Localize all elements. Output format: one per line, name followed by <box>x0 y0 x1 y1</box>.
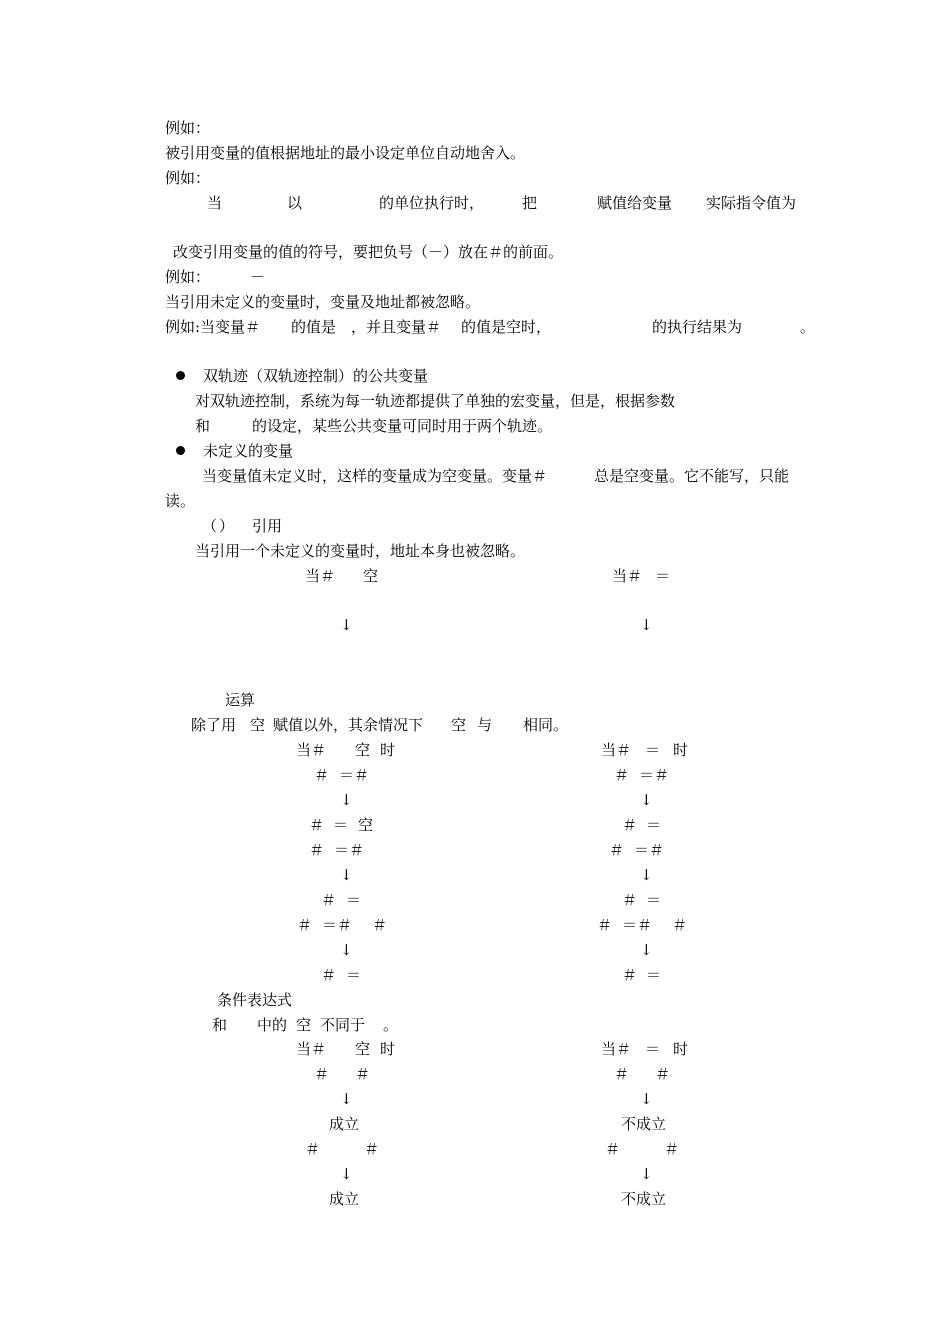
cond-right-row: ＃ <box>614 1065 630 1083</box>
ops-left-row: ＝＃ <box>322 916 353 934</box>
example-label: 例如： <box>165 119 211 137</box>
text-fragment: 中的 <box>257 1016 288 1034</box>
text-fragment: 总是空变量。它不能写，只能 <box>594 467 790 485</box>
ops-left-row: ＃ <box>321 891 337 909</box>
cond-left-head: 空 <box>355 1040 371 1058</box>
subsection-heading: 运算 <box>225 691 256 709</box>
subsection-heading: 条件表达式 <box>217 991 293 1009</box>
text-fragment: 赋值以外，其余情况下 <box>273 716 424 734</box>
ops-right-row: ＝ <box>646 891 662 909</box>
ops-right-row: ＃ <box>609 841 625 859</box>
text-fragment: 把 <box>522 194 538 212</box>
ops-right-row: ＝＃ <box>639 766 670 784</box>
ops-left-row: ＝ <box>333 816 349 834</box>
ops-right-head: ＝ <box>645 741 661 759</box>
text-fragment: 读。 <box>165 492 196 510</box>
cond-right-row: ＃ <box>655 1065 671 1083</box>
cond-right-head: 时 <box>673 1040 689 1058</box>
ops-right-row: ＃ <box>622 891 638 909</box>
text-fragment: 当 <box>207 194 223 212</box>
ops-left-row: ＃ <box>314 766 330 784</box>
arrow-down-icon: ↓ <box>340 1090 353 1108</box>
ref-left-cond: 当＃ <box>305 567 336 585</box>
arrow-down-icon: ↓ <box>340 791 353 809</box>
cond-left-head: 时 <box>380 1040 396 1058</box>
text-fragment: － <box>250 268 266 286</box>
text-fragment: 。 <box>383 1016 399 1034</box>
cond-left-row: ＃ <box>355 1065 371 1083</box>
text-fragment: ，并且变量＃ <box>351 318 442 336</box>
ops-left-head: 时 <box>380 741 396 759</box>
text-fragment: 当变量值未定义时，这样的变量成为空变量。变量＃ <box>202 467 548 485</box>
arrow-down-icon: ↓ <box>640 866 653 884</box>
ops-right-row: ＝＃ <box>622 916 653 934</box>
cond-left-row: ＃ <box>314 1065 330 1083</box>
ops-right-row: ＃ <box>614 766 630 784</box>
paragraph-sign: 改变引用变量的值的符号，要把负号（－）放在＃的前面。 <box>173 243 564 261</box>
ops-left-row: ＝＃ <box>339 766 370 784</box>
bullet-icon <box>176 446 185 455</box>
cond-right-row: ＃ <box>664 1140 680 1158</box>
ops-right-row: ＝ <box>646 816 662 834</box>
ops-right-row: ＃ <box>622 966 638 984</box>
cond-left-head: 当＃ <box>296 1040 327 1058</box>
example-label: 例如： <box>165 268 211 286</box>
ops-right-head: 当＃ <box>601 741 632 759</box>
example-label: 例如： <box>165 169 211 187</box>
arrow-down-icon: ↓ <box>640 1090 653 1108</box>
section-heading: 双轨迹（双轨迹控制）的公共变量 <box>203 367 429 385</box>
ref-left-cond: 空 <box>363 567 379 585</box>
text-fragment: 的值是空时， <box>461 318 552 336</box>
ops-right-row: ＃ <box>622 816 638 834</box>
text-fragment: ） <box>219 517 235 535</box>
ops-left-row: ＝ <box>346 891 362 909</box>
cond-left-row: ＃ <box>305 1140 321 1158</box>
arrow-down-icon: ↓ <box>340 941 353 959</box>
arrow-down-icon: ↓ <box>640 791 653 809</box>
ops-left-row: ＃ <box>321 966 337 984</box>
cond-left-result: 成立 <box>329 1190 360 1208</box>
text-fragment: 实际指令值为 <box>706 194 797 212</box>
arrow-down-icon: ↓ <box>340 866 353 884</box>
ops-right-row: ＃ <box>597 916 613 934</box>
bullet-icon <box>176 371 185 380</box>
ops-left-head: 当＃ <box>296 741 327 759</box>
ops-left-row: ＝ <box>346 966 362 984</box>
cond-left-row: ＃ <box>364 1140 380 1158</box>
text-fragment: 的值是 <box>291 318 337 336</box>
ops-left-head: 空 <box>355 741 371 759</box>
cond-right-head: ＝ <box>645 1040 661 1058</box>
cond-right-row: ＃ <box>605 1140 621 1158</box>
paragraph-dual-path: 对双轨迹控制，系统为每一轨迹都提供了单独的宏变量，但是，根据参数 <box>195 392 676 410</box>
subsection-heading: 引用 <box>252 517 283 535</box>
ops-left-row: ＝＃ <box>334 841 365 859</box>
cond-right-result: 不成立 <box>621 1115 667 1133</box>
text-fragment: 相同。 <box>523 716 569 734</box>
text-fragment: 。 <box>800 318 816 336</box>
section-heading: 未定义的变量 <box>203 442 294 460</box>
text-fragment: 以 <box>287 194 303 212</box>
text-fragment: 空 <box>250 716 266 734</box>
cond-right-head: 当＃ <box>601 1040 632 1058</box>
text-fragment: 的单位执行时， <box>379 194 485 212</box>
text-fragment: 空 <box>451 716 467 734</box>
ops-left-row: 空 <box>358 816 374 834</box>
arrow-down-icon: ↓ <box>340 1165 353 1183</box>
arrow-down-icon: ↓ <box>340 616 353 634</box>
arrow-down-icon: ↓ <box>640 941 653 959</box>
paragraph-reference: 当引用一个未定义的变量时，地址本身也被忽略。 <box>195 542 526 560</box>
text-fragment: 除了用 <box>191 716 237 734</box>
paragraph-undefined-ref: 当引用未定义的变量时，变量及地址都被忽略。 <box>165 293 481 311</box>
text-fragment: 和 <box>195 417 211 435</box>
text-fragment: 的执行结果为 <box>652 318 743 336</box>
ops-left-row: ＃ <box>309 841 325 859</box>
ops-right-row: ＝＃ <box>634 841 665 859</box>
arrow-down-icon: ↓ <box>640 1165 653 1183</box>
ref-right-cond: ＝ <box>655 567 671 585</box>
ops-left-row: ＃ <box>309 816 325 834</box>
text-fragment: 空 <box>296 1016 312 1034</box>
cond-right-result: 不成立 <box>621 1190 667 1208</box>
arrow-down-icon: ↓ <box>640 616 653 634</box>
ops-right-head: 时 <box>673 741 689 759</box>
text-fragment: 的设定，某些公共变量可同时用于两个轨迹。 <box>252 417 553 435</box>
ops-right-row: ＝ <box>646 966 662 984</box>
text-fragment: 例如:当变量＃ <box>165 318 261 336</box>
ref-right-cond: 当＃ <box>612 567 643 585</box>
text-fragment: 不同于 <box>320 1016 366 1034</box>
text-fragment: 与 <box>477 716 493 734</box>
text-fragment: （ <box>202 517 218 535</box>
text-fragment: 赋值给变量 <box>597 194 673 212</box>
ops-left-row: ＃ <box>372 916 388 934</box>
paragraph-rounding: 被引用变量的值根据地址的最小设定单位自动地舍入。 <box>165 144 526 162</box>
cond-left-result: 成立 <box>329 1115 360 1133</box>
text-fragment: 和 <box>212 1016 228 1034</box>
ops-left-row: ＃ <box>297 916 313 934</box>
ops-right-row: ＃ <box>672 916 688 934</box>
